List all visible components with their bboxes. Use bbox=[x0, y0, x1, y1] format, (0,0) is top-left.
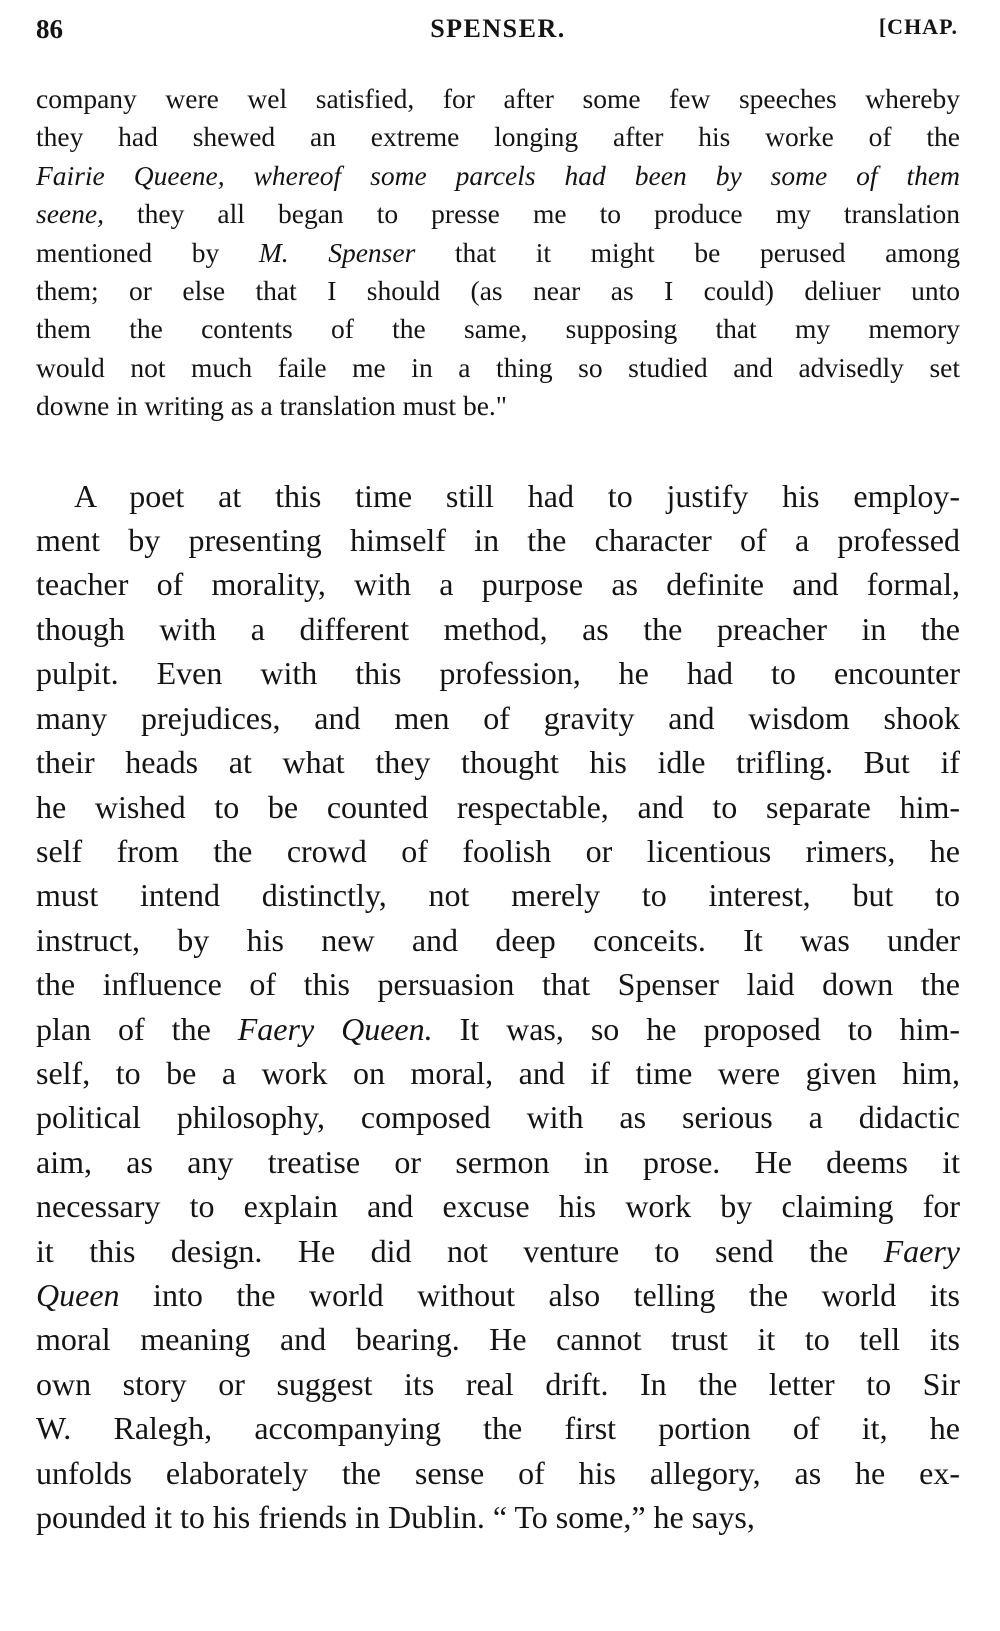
text-segment: company were wel satisfied, for after some few speeches whereby bbox=[36, 83, 960, 114]
running-header bbox=[36, 0, 960, 60]
text-segment: it this design. He did not venture to send the bbox=[36, 1232, 884, 1269]
text-segment: moral meaning and bearing. He cannot trust it to tell its bbox=[36, 1321, 960, 1358]
text-segment: they had shewed an extreme longing after his worke of the bbox=[36, 121, 960, 153]
text-line bbox=[36, 1051, 960, 1095]
text-line bbox=[36, 157, 960, 195]
text-line bbox=[36, 387, 960, 425]
text-segment: into the world without also telling the world its bbox=[119, 1276, 960, 1313]
text-line bbox=[36, 1495, 960, 1539]
text-line bbox=[36, 1362, 960, 1406]
text-segment: unfolds elaborately the sense of his allegory, as he ex- bbox=[36, 1454, 960, 1491]
text-segment: them; or else that I should (as near as I could) deliuer unto bbox=[36, 275, 960, 307]
text-segment: them the contents of the same, supposing that my memory bbox=[36, 313, 960, 345]
text-line bbox=[36, 272, 960, 310]
chapter-label: [CHAP. bbox=[878, 14, 958, 39]
text-segment: self, to be a work on moral, and if time were given him, bbox=[36, 1054, 960, 1091]
running-title: SPENSER. bbox=[430, 14, 566, 43]
text-line bbox=[36, 118, 960, 156]
text-segment: aim, as any treatise or sermon in prose. He deems it bbox=[36, 1143, 960, 1180]
text-line bbox=[36, 234, 960, 272]
text-segment: A poet at this time still had to justify his employ- bbox=[74, 477, 960, 514]
text-line bbox=[36, 80, 960, 118]
text-line bbox=[36, 607, 960, 651]
body-paragraph bbox=[36, 474, 960, 1540]
text-segment: W. Ralegh, accompanying the first portion of it, he bbox=[36, 1410, 960, 1447]
text-segment: would not much faile me in a thing so studied and advisedly set bbox=[36, 351, 960, 383]
text-segment: self from the crowd of foolish or licentious rimers, he bbox=[36, 832, 960, 869]
text-segment: must intend distinctly, not merely to interest, but to bbox=[36, 877, 960, 914]
italic-text: seene, bbox=[36, 198, 104, 230]
text-line bbox=[36, 696, 960, 740]
text-segment: though with a different method, as the preacher in the bbox=[36, 610, 960, 647]
text-line bbox=[36, 962, 960, 1006]
text-line bbox=[36, 1273, 960, 1317]
italic-text: Faery bbox=[883, 1232, 960, 1269]
text-line bbox=[36, 651, 960, 695]
text-line bbox=[36, 1095, 960, 1139]
text-segment: It was, so he proposed to him- bbox=[432, 1010, 960, 1047]
page-number: 86 bbox=[36, 14, 63, 44]
text-segment: downe in writing as a translation must be." bbox=[36, 390, 508, 422]
text-line bbox=[36, 562, 960, 606]
text-segment: necessary to explain and excuse his work by claiming for bbox=[36, 1188, 960, 1225]
text-line bbox=[36, 518, 960, 562]
text-line bbox=[36, 1229, 960, 1273]
text-line bbox=[36, 873, 960, 917]
italic-text: M. Spenser bbox=[258, 236, 416, 268]
text-segment: they all began to presse me to produce my translation bbox=[103, 198, 960, 230]
text-segment: pulpit. Even with this profession, he had to encounter bbox=[36, 655, 960, 692]
text-segment: that it might be perused among bbox=[415, 236, 960, 268]
text-segment: pounded it to his friends in Dublin. “ To some,” he says, bbox=[36, 1499, 755, 1535]
text-segment: political philosophy, composed with as serious a didactic bbox=[36, 1099, 960, 1136]
text-line bbox=[36, 1007, 960, 1051]
italic-text: Faery Queen. bbox=[237, 1010, 433, 1047]
text-line bbox=[36, 310, 960, 348]
text-segment: plan of the bbox=[36, 1010, 238, 1047]
book-page bbox=[36, 0, 960, 1539]
text-line bbox=[36, 918, 960, 962]
text-segment: ment by presenting himself in the character of a professed bbox=[36, 522, 960, 559]
text-line bbox=[36, 829, 960, 873]
italic-text: Fairie Queene, whereof some parcels had been by some of them bbox=[36, 159, 960, 191]
text-segment: the influence of this persuasion that Spenser laid down the bbox=[36, 966, 960, 1003]
text-segment: mentioned by bbox=[36, 236, 259, 268]
text-segment: own story or suggest its real drift. In the letter to Sir bbox=[36, 1365, 960, 1402]
text-line bbox=[36, 1317, 960, 1361]
text-line bbox=[36, 1140, 960, 1184]
text-segment: teacher of morality, with a purpose as definite and formal, bbox=[36, 566, 960, 603]
text-segment: many prejudices, and men of gravity and wisdom shook bbox=[36, 699, 960, 736]
text-line bbox=[36, 740, 960, 784]
text-line bbox=[36, 195, 960, 233]
text-line bbox=[36, 1184, 960, 1228]
text-line bbox=[36, 1451, 960, 1495]
text-segment: their heads at what they thought his idle trifling. But if bbox=[36, 744, 960, 781]
italic-text: Queen bbox=[36, 1276, 120, 1313]
text-line bbox=[36, 785, 960, 829]
text-line bbox=[36, 474, 960, 518]
text-segment: he wished to be counted respectable, and to separate him- bbox=[36, 788, 960, 825]
text-line bbox=[36, 1406, 960, 1450]
text-line bbox=[36, 349, 960, 387]
text-segment: instruct, by his new and deep conceits. It was under bbox=[36, 921, 960, 958]
quoted-passage bbox=[36, 80, 960, 426]
